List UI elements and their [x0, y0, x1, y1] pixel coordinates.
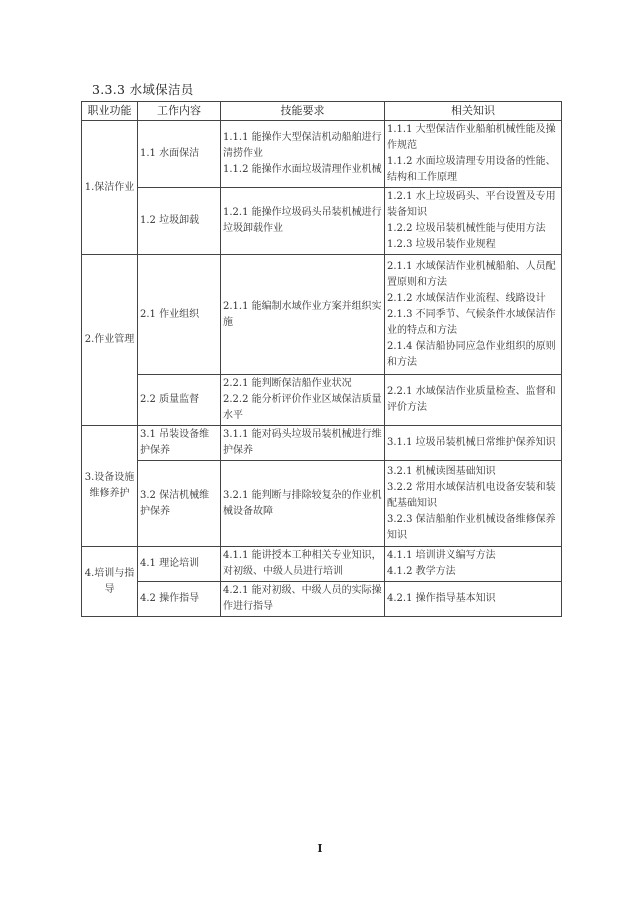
- knowledge-item: 3.2.2 常用水域保洁机电设备安装和装配基础知识: [387, 481, 556, 509]
- knowledge-item: 3.1.1 垃圾吊装机械日常维护保养知识: [387, 437, 556, 448]
- table-row: [82, 547, 562, 582]
- skill-item: 1.2.1 能操作垃圾码头吊装机械进行垃圾卸载作业: [223, 207, 382, 234]
- knowledge-item: 4.1.2 教学方法: [387, 566, 456, 577]
- knowledge-cell: [385, 582, 562, 617]
- skill-item: 1.1.2 能操作水面垃圾清理作业机械: [223, 164, 382, 175]
- knowledge-cell: [385, 255, 562, 375]
- table-row: [82, 188, 562, 255]
- function-cell: [82, 547, 138, 617]
- page-number: I: [317, 842, 323, 855]
- section-title: 3.3.3 水域保洁员: [92, 82, 194, 97]
- skill-item: 2.2.1 能判断保洁船作业状况: [223, 378, 352, 389]
- table-header-row: [82, 102, 562, 121]
- knowledge-item: 2.1.4 保洁船协同应急作业组织的原则和方法: [387, 340, 556, 368]
- content-cell: 4.1 理论培训: [138, 547, 221, 582]
- content-cell: 3.1 吊装设备维护保养: [138, 426, 221, 461]
- skills-cell: [221, 375, 385, 426]
- table-row: [82, 255, 562, 375]
- skills-table: [81, 101, 562, 617]
- table-row: [82, 582, 562, 617]
- content-cell: 2.1 作业组织: [138, 255, 221, 375]
- skills-cell: [221, 461, 385, 547]
- skills-cell: [221, 121, 385, 188]
- knowledge-cell: [385, 121, 562, 188]
- skill-item: 2.1.1 能编制水域作业方案并组织实施: [223, 300, 382, 328]
- knowledge-item: 2.2.1 水域保洁作业质量检查、监督和评价方法: [387, 386, 556, 413]
- skill-item: 4.1.1 能讲授本工种相关专业知识，对初级、中级人员进行培训: [223, 550, 382, 577]
- knowledge-item: 1.2.1 水上垃圾码头、平台设置及专用装备知识: [387, 191, 556, 218]
- skill-item: 2.2.2 能分析评价作业区域保洁质量水平: [223, 394, 382, 421]
- content-cell: 1.2 垃圾卸载: [138, 188, 221, 255]
- table-row: [82, 375, 562, 426]
- content-cell: 4.2 操作指导: [138, 582, 221, 617]
- function-label: 1.保洁作业: [84, 181, 135, 193]
- skills-cell: [221, 255, 385, 375]
- function-label: 3.设备设施维修养护: [84, 472, 135, 499]
- knowledge-item: 1.1.1 大型保洁作业船舶机械性能及操作规范: [387, 124, 556, 151]
- content-cell: 2.2 质量监督: [138, 375, 221, 426]
- knowledge-item: 1.2.3 垃圾吊装作业规程: [387, 239, 496, 250]
- skills-cell: [221, 188, 385, 255]
- skills-cell: [221, 426, 385, 461]
- skill-item: 3.1.1 能对码头垃圾吊装机械进行维护保养: [223, 429, 382, 456]
- knowledge-item: 3.2.1 机械读图基础知识: [387, 465, 496, 477]
- header-skills: 技能要求: [221, 102, 385, 121]
- skill-item: 4.2.1 能对初级、中级人员的实际操作进行指导: [223, 585, 382, 612]
- knowledge-item: 2.1.2 水域保洁作业流程、线路设计: [387, 292, 546, 304]
- knowledge-item: 1.2.2 垃圾吊装机械性能与使用方法: [387, 223, 546, 234]
- knowledge-cell: [385, 375, 562, 426]
- function-label: 2.作业管理: [84, 334, 135, 345]
- table-row: [82, 461, 562, 547]
- knowledge-item: 3.2.3 保洁船舶作业机械设备维修保养知识: [387, 513, 556, 541]
- knowledge-item: 2.1.3 不同季节、气候条件水域保洁作业的特点和方法: [387, 308, 556, 336]
- function-label: 4.培训与指导: [84, 567, 135, 595]
- header-function: 职业功能: [82, 102, 138, 121]
- content-cell: 1.1 水面保洁: [138, 121, 221, 188]
- header-content: 工作内容: [138, 102, 221, 121]
- skills-cell: [221, 547, 385, 582]
- knowledge-item: 4.2.1 操作指导基本知识: [387, 593, 496, 604]
- knowledge-cell: [385, 547, 562, 582]
- knowledge-cell: [385, 188, 562, 255]
- skill-item: 3.2.1 能判断与排除较复杂的作业机械设备故障: [223, 489, 382, 517]
- content-cell: 3.2 保洁机械维护保养: [138, 461, 221, 547]
- table-row: [82, 426, 562, 461]
- function-cell: [82, 121, 138, 255]
- knowledge-cell: [385, 461, 562, 547]
- function-cell: [82, 426, 138, 547]
- knowledge-item: 1.1.2 水面垃圾清理专用设备的性能、结构和工作原理: [387, 156, 556, 183]
- table-row: [82, 121, 562, 188]
- skills-cell: [221, 582, 385, 617]
- header-knowledge: 相关知识: [385, 102, 562, 121]
- function-cell: [82, 255, 138, 426]
- knowledge-item: 2.1.1 水域保洁作业机械船舶、人员配置原则和方法: [387, 260, 556, 288]
- knowledge-cell: [385, 426, 562, 461]
- skill-item: 1.1.1 能操作大型保洁机动船舶进行清捞作业: [223, 132, 382, 159]
- knowledge-item: 4.1.1 培训讲义编写方法: [387, 550, 496, 561]
